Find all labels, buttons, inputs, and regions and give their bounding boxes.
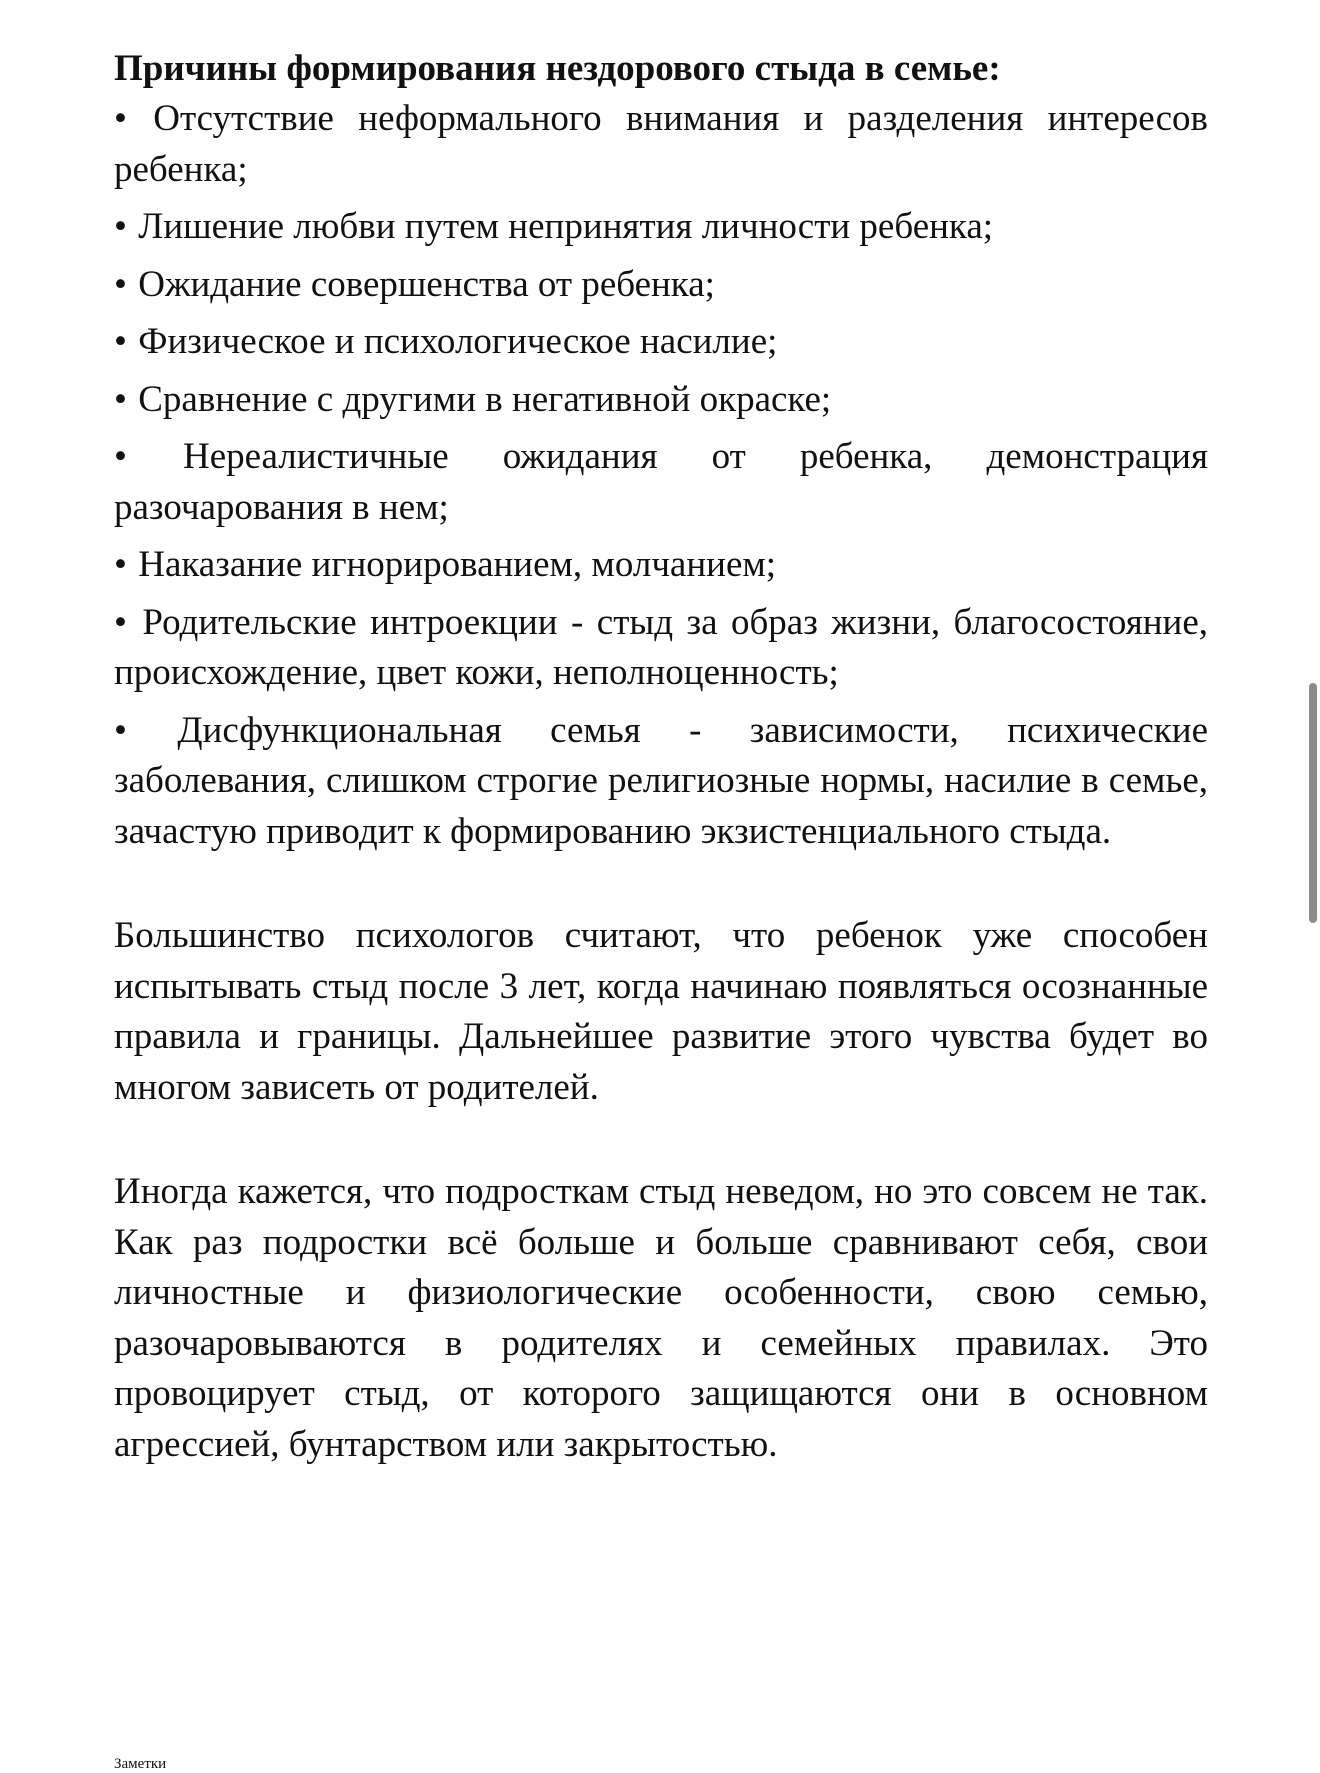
bullet-icon: • — [114, 263, 127, 305]
bullet-icon: • — [114, 601, 127, 643]
causes-list — [114, 94, 1208, 857]
list-item — [114, 94, 1208, 195]
bullet-icon: • — [114, 709, 127, 751]
list-item — [114, 375, 1208, 426]
list-item-text: Дисфункциональная семья - зависимости, психические заболевания, слишком строгие религиозные нормы, насилие в семье, зачастую приводит к формированию экзистенциального стыда. — [114, 709, 1208, 852]
list-item — [114, 317, 1208, 368]
list-item-text: Лишение любви путем непринятия личности ребенка; — [138, 206, 994, 247]
list-item-text: Сравнение с другими в негативной окраске; — [138, 378, 832, 420]
bullet-icon: • — [114, 98, 127, 139]
section-heading: Причины формирования нездорового стыда в семье: — [114, 48, 1001, 89]
app-label: Заметки — [114, 1756, 167, 1772]
bullet-icon: • — [114, 544, 127, 585]
bullet-icon: • — [114, 206, 127, 247]
list-item — [114, 202, 1208, 253]
bullet-icon: • — [114, 436, 127, 477]
list-item — [114, 706, 1208, 858]
list-item-text: Родительские интроекции - стыд за образ жизни, благосостояние, происхождение, цвет кожи, неполноценность; — [114, 601, 1209, 693]
document-body — [114, 44, 1208, 1470]
list-item-text: Нереалистичные ожидания от ребенка, демонстрация разочарования в нем; — [114, 436, 1208, 528]
list-item — [114, 260, 1208, 311]
list-item-text: Ожидание совершенства от ребенка; — [138, 263, 715, 305]
list-item-text: Наказание игнорированием, молчанием; — [138, 544, 777, 585]
paragraph-age: Большинство психологов считают, что ребенок уже способен испытывать стыд после 3 лет, когда начинаю появляться осознанные правила и границы. Дальнейшее развитие этого чувства будет во многом зависеть от родителей. — [114, 915, 1208, 1108]
list-item-text: Физическое и психологическое насилие; — [138, 321, 778, 362]
bullet-icon: • — [114, 378, 127, 420]
list-item — [114, 598, 1208, 699]
list-item-text: Отсутствие неформального внимания и разделения интересов ребенка; — [114, 98, 1209, 190]
bullet-icon: • — [114, 321, 127, 362]
vertical-scrollbar[interactable] — [1309, 683, 1317, 923]
paragraph-teenagers: Иногда кажется, что подросткам стыд неведом, но это совсем не так. Как раз подростки всё больше и больше сравнивают себя, свои личностные и физиологические особенности, свою семью, разочаровываются в родителях и семейных правилах. Это провоцирует стыд, от которого защищаются они в основном агрессией, бунтарством или закрытостью. — [114, 1171, 1208, 1465]
list-item — [114, 540, 1208, 591]
list-item — [114, 432, 1208, 533]
